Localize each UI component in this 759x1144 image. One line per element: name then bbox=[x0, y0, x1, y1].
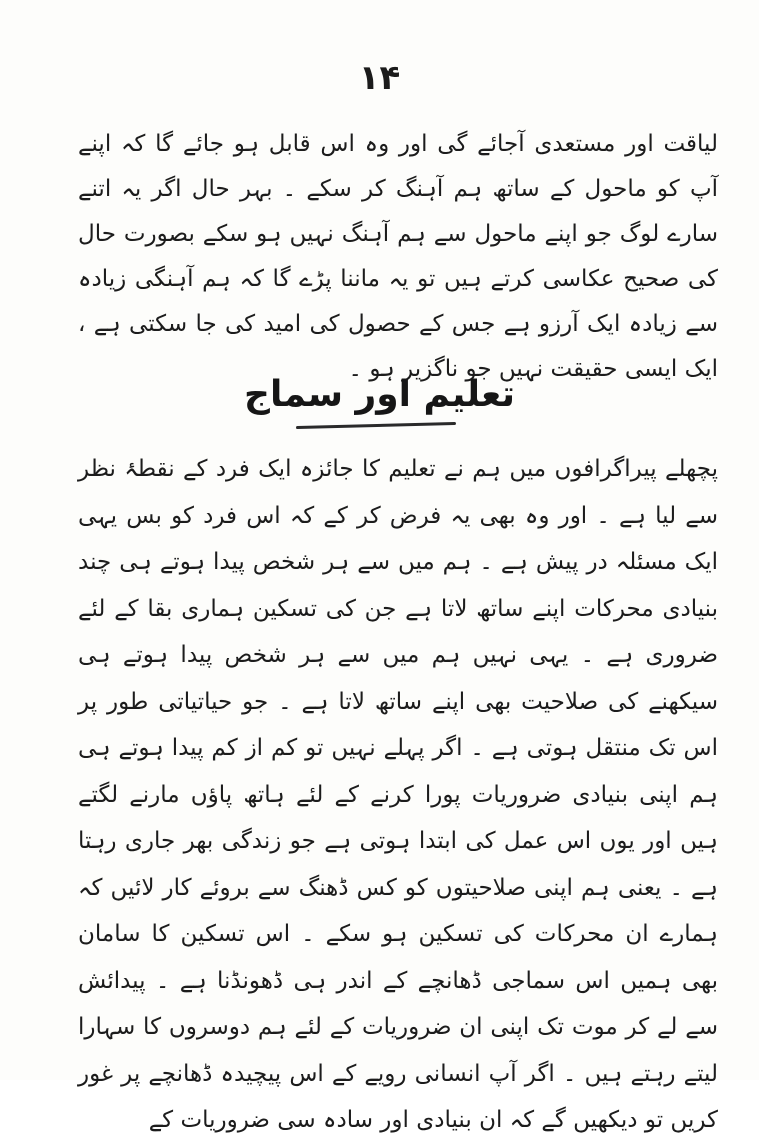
paragraph-intro bbox=[78, 122, 718, 392]
paragraph-intro-text: لیاقت اور مستعدی آجائے گی اور وہ اس قابل ہو جائے گا کہ اپنے آپ کو ماحول کے ساتھ ہم آہنگ کر سکے ۔ بہر حال اگر یہ اتنے سارے لوگ جو اپنے ماحول سے ہم آہنگ نہیں ہو سکے بصورت حال کی صحیح عکاسی کرتے ہیں تو یہ ماننا پڑے گا کہ ہم آہنگی زیادہ سے زیادہ ایک آرزو ہے جس کے حصول کی امید کی جا سکتی ہے ، ایک ایسی حقیقت نہیں جو ناگزیر ہو ۔ bbox=[78, 131, 718, 382]
section-heading-underline bbox=[296, 422, 456, 429]
paragraph-education-society-text: پچھلے پیراگرافوں میں ہم نے تعلیم کا جائزہ ایک فرد کے نقطۂ نظر سے لیا ہے ۔ اور وہ بھی یہ فرض کر کے کہ اس فرد کو بس یہی ایک مسئلہ در پیش ہے ۔ ہم میں سے ہر شخص پیدا ہوتے ہی چند بنیادی محرکات اپنے ساتھ لاتا ہے جن کی تسکین ہماری بقا کے لئے ضروری ہے ۔ یہی نہیں ہم میں سے ہر شخص پیدا ہوتے ہی سیکھنے کی صلاحیت بھی اپنے ساتھ لاتا ہے ۔ جو حیاتیاتی طور پر اس تک منتقل ہوتی ہے ۔ اگر پہلے نہیں تو کم از کم پیدا ہوتے ہی ہم اپنی بنیادی ضروریات پورا کرنے کے لئے ہاتھ پاؤں مارنے لگتے ہیں اور یوں اس عمل کی ابتدا ہوتی ہے جو زندگی بھر جاری رہتا ہے ۔ یعنی ہم اپنی صلاحیتوں کو کس ڈھنگ سے بروئے کار لائیں کہ ہمارے ان محرکات کی تسکین ہو سکے ۔ اس تسکین کا سامان بھی ہمیں اس سماجی ڈھانچے کے اندر ہی ڈھونڈنا ہے ۔ پیدائش سے لے کر موت تک اپنی ان ضروریات کے لئے ہم دوسروں کا سہارا لیتے رہتے ہیں ۔ اگر آپ انسانی رویے کے اس پیچیدہ ڈھانچے پر غور کریں تو دیکھیں گے کہ ان بنیادی اور سادہ سی ضروریات کے bbox=[78, 456, 718, 1133]
section-heading: تعلیم اور سماج bbox=[244, 374, 515, 415]
page-number: ۱۴ bbox=[358, 58, 401, 98]
paragraph-education-society bbox=[78, 446, 718, 1144]
